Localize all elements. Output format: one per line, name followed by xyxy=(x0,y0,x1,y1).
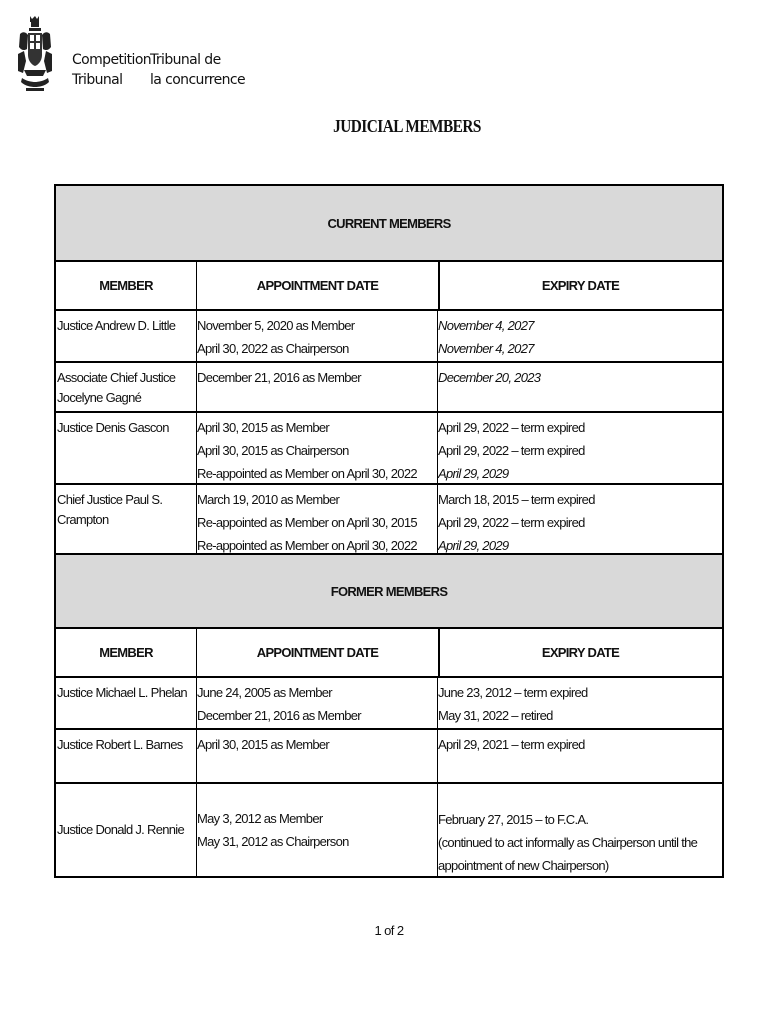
org-en-line-2: Tribunal xyxy=(72,72,123,88)
expiry-line: (continued to act informally as Chairperson until the xyxy=(438,835,698,850)
members-table xyxy=(54,184,724,878)
coat-of-arms-logo xyxy=(16,14,54,96)
expiry-cell xyxy=(437,413,718,483)
org-name-french xyxy=(150,50,245,90)
expiry-line: April 29, 2022 – term expired xyxy=(438,420,585,435)
expiry-cell xyxy=(437,363,718,411)
page-number: 1 of 2 xyxy=(374,923,404,938)
member-name: Chief Justice Paul S. Crampton xyxy=(57,492,163,527)
appointment-line: April 30, 2022 as Chairperson xyxy=(197,341,349,356)
org-name-english xyxy=(72,50,151,90)
expiry-line: November 4, 2027 xyxy=(438,341,534,356)
former-members-heading: FORMER MEMBERS xyxy=(56,553,722,629)
table-row xyxy=(56,678,722,730)
org-fr-line-2: la concurrence xyxy=(150,72,245,88)
appointment-line: May 31, 2012 as Chairperson xyxy=(197,834,349,849)
member-name: Justice Andrew D. Little xyxy=(57,318,176,333)
appointment-line: Re-appointed as Member on April 30, 2015 xyxy=(197,515,417,530)
expiry-line: April 29, 2022 – term expired xyxy=(438,515,585,530)
column-header-member: MEMBER xyxy=(56,262,197,309)
appointment-line: April 30, 2015 as Chairperson xyxy=(197,443,349,458)
table-row xyxy=(56,311,722,363)
appointment-cell xyxy=(196,784,437,876)
appointment-cell xyxy=(196,311,437,361)
column-header-member: MEMBER xyxy=(56,629,197,676)
expiry-cell xyxy=(437,678,718,728)
column-header-expiry-date: EXPIRY DATE xyxy=(541,645,620,660)
member-name: Justice Donald J. Rennie xyxy=(57,822,184,837)
column-header-appointment-date: APPOINTMENT DATE xyxy=(197,262,440,309)
member-name: Justice Robert L. Barnes xyxy=(57,737,183,752)
column-header-appointment-date: APPOINTMENT DATE xyxy=(197,629,440,676)
expiry-line: April 29, 2021 – term expired xyxy=(438,737,585,752)
expiry-line: December 20, 2023 xyxy=(438,370,541,385)
page-title: JUDICIAL MEMBERS xyxy=(333,116,481,136)
appointment-cell xyxy=(196,413,437,483)
expiry-cell xyxy=(437,485,718,553)
expiry-line: appointment of new Chairperson) xyxy=(438,858,609,873)
expiry-cell xyxy=(437,311,718,361)
appointment-line: Re-appointed as Member on April 30, 2022 xyxy=(197,466,417,481)
appointment-line: Re-appointed as Member on April 30, 2022 xyxy=(197,538,417,553)
expiry-line: March 18, 2015 – term expired xyxy=(438,492,595,507)
expiry-line: April 29, 2022 – term expired xyxy=(438,443,585,458)
appointment-cell xyxy=(196,485,437,553)
current-members-heading: CURRENT MEMBERS xyxy=(56,186,722,262)
expiry-cell xyxy=(437,784,718,876)
expiry-line: November 4, 2027 xyxy=(438,318,534,333)
org-fr-line-1: Tribunal de xyxy=(150,52,221,68)
table-row xyxy=(56,363,722,413)
appointment-line: April 30, 2015 as Member xyxy=(197,420,330,435)
appointment-line: December 21, 2016 as Member xyxy=(197,370,361,385)
appointment-line: December 21, 2016 as Member xyxy=(197,708,361,723)
appointment-line: November 5, 2020 as Member xyxy=(197,318,355,333)
former-column-headers xyxy=(56,629,722,678)
appointment-cell xyxy=(196,730,437,782)
expiry-line: February 27, 2015 – to F.C.A. xyxy=(438,812,589,827)
member-name: Justice Michael L. Phelan xyxy=(57,685,187,700)
appointment-line: May 3, 2012 as Member xyxy=(197,811,323,826)
member-name: Associate Chief Justice Jocelyne Gagné xyxy=(57,370,176,405)
column-header-expiry-date: EXPIRY DATE xyxy=(541,278,620,293)
table-row xyxy=(56,413,722,485)
table-row xyxy=(56,485,722,553)
appointment-cell xyxy=(196,363,437,411)
current-column-headers xyxy=(56,262,722,311)
org-en-line-1: Competition xyxy=(72,52,152,68)
expiry-line: April 29, 2029 xyxy=(438,466,509,481)
expiry-line: April 29, 2029 xyxy=(438,538,509,553)
appointment-cell xyxy=(196,678,437,728)
appointment-line: March 19, 2010 as Member xyxy=(197,492,340,507)
expiry-line: May 31, 2022 – retired xyxy=(438,708,553,723)
expiry-cell xyxy=(437,730,718,782)
table-row xyxy=(56,730,722,784)
table-row xyxy=(56,784,722,878)
member-name: Justice Denis Gascon xyxy=(57,420,169,435)
expiry-line: June 23, 2012 – term expired xyxy=(438,685,588,700)
appointment-line: June 24, 2005 as Member xyxy=(197,685,332,700)
appointment-line: April 30, 2015 as Member xyxy=(197,737,330,752)
